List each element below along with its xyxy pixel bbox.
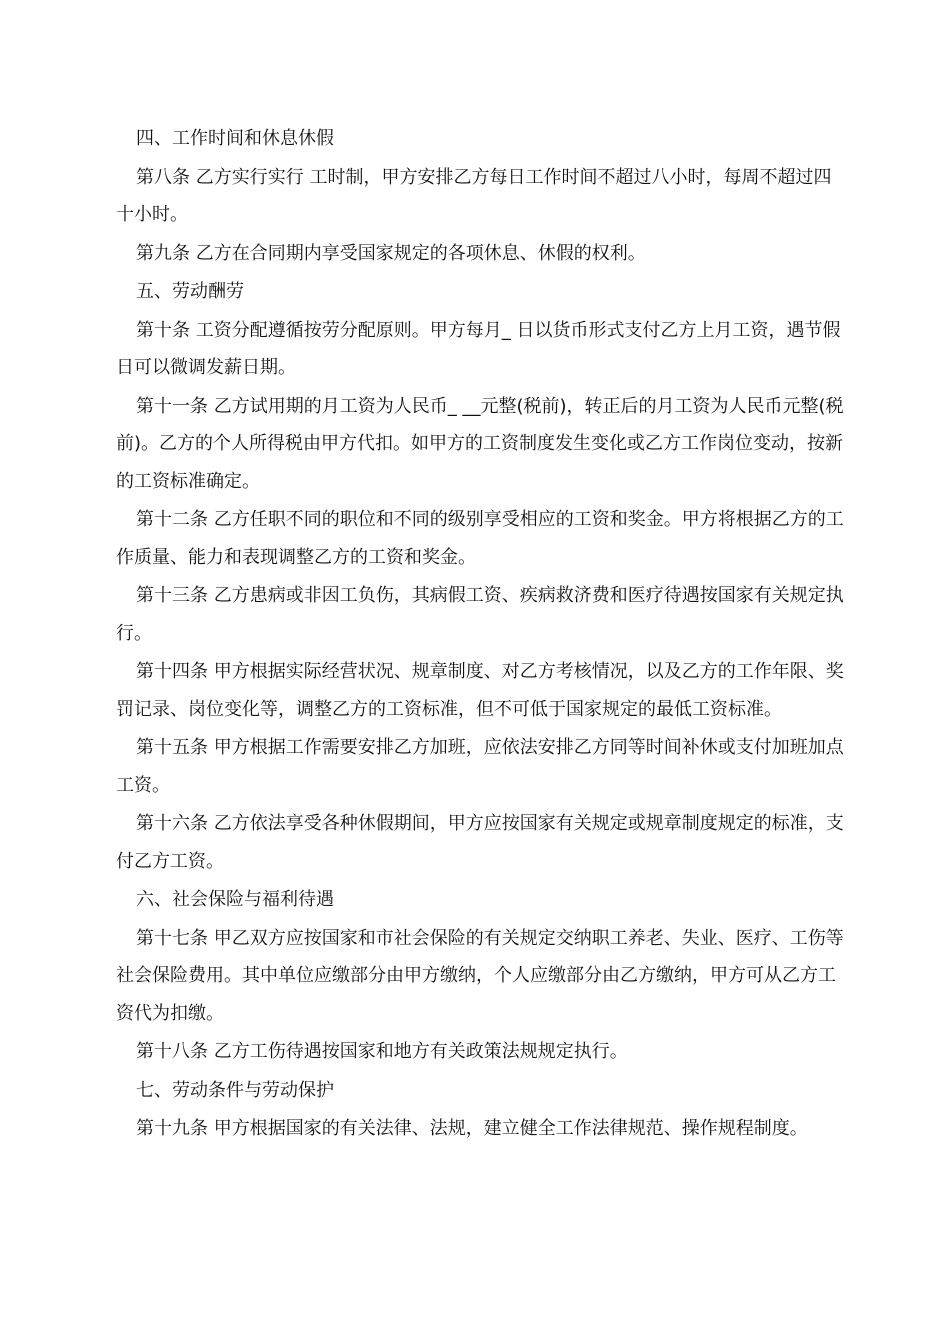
section-heading-social-insurance: 六、社会保险与福利待遇 (136, 889, 334, 910)
clause-11: 第十一条 乙方试用期的月工资为人民币_ __元整(税前)，转正后的月工资为人民币元整(税前)。乙方的个人所得税由甲方代扣。如甲方的工资制度发生变化或乙方工作岗位变动，按新的工资标准确定。 (116, 395, 844, 492)
clause-10: 第十条 工资分配遵循按劳分配原则。甲方每月_ 日以货币形式支付乙方上月工资，遇节假日可以微调发薪日期。 (116, 319, 841, 378)
clause-18: 第十八条 乙方工伤待遇按国家和地方有关政策法规规定执行。 (136, 1041, 628, 1062)
section-heading-labor-protection: 七、劳动条件与劳动保护 (136, 1079, 334, 1101)
clause-13: 第十三条 乙方患病或非因工负伤，其病假工资、疾病救济费和医疗待遇按国家有关规定执行。 (116, 585, 844, 644)
clause-16: 第十六条 乙方依法享受各种休假期间，甲方应按国家有关规定或规章制度规定的标准，支付乙方工资。 (116, 813, 844, 872)
document-body (116, 120, 846, 1149)
clause-12: 第十二条 乙方任职不同的职位和不同的级别享受相应的工资和奖金。甲方将根据乙方的工作质量、能力和表现调整乙方的工资和奖金。 (116, 509, 844, 568)
clause-14: 第十四条 甲方根据实际经营状况、规章制度、对乙方考核情况，以及乙方的工作年限、奖罚记录、岗位变化等，调整乙方的工资标准，但不可低于国家规定的最低工资标准。 (116, 661, 844, 720)
clause-15: 第十五条 甲方根据工作需要安排乙方加班，应依法安排乙方同等时间补休或支付加班加点工资。 (116, 737, 844, 796)
clause-17: 第十七条 甲乙双方应按国家和市社会保险的有关规定交纳职工养老、失业、医疗、工伤等社会保险费用。其中单位应缴部分由甲方缴纳，个人应缴部分由乙方缴纳，甲方可从乙方工资代为扣缴。 (116, 927, 844, 1024)
clause-19: 第十九条 甲方根据国家的有关法律、法规，建立健全工作法律规范、操作规程制度。 (136, 1118, 808, 1139)
section-heading-work-hours: 四、工作时间和休息休假 (136, 128, 334, 149)
clause-9: 第九条 乙方在合同期内享受国家规定的各项休息、休假的权利。 (136, 242, 646, 264)
clause-8: 第八条 乙方实行实行 工时制，甲方安排乙方每日工作时间不超过八小时，每周不超过四十小时。 (116, 166, 832, 225)
section-heading-remuneration: 五、劳动酬劳 (136, 281, 244, 302)
